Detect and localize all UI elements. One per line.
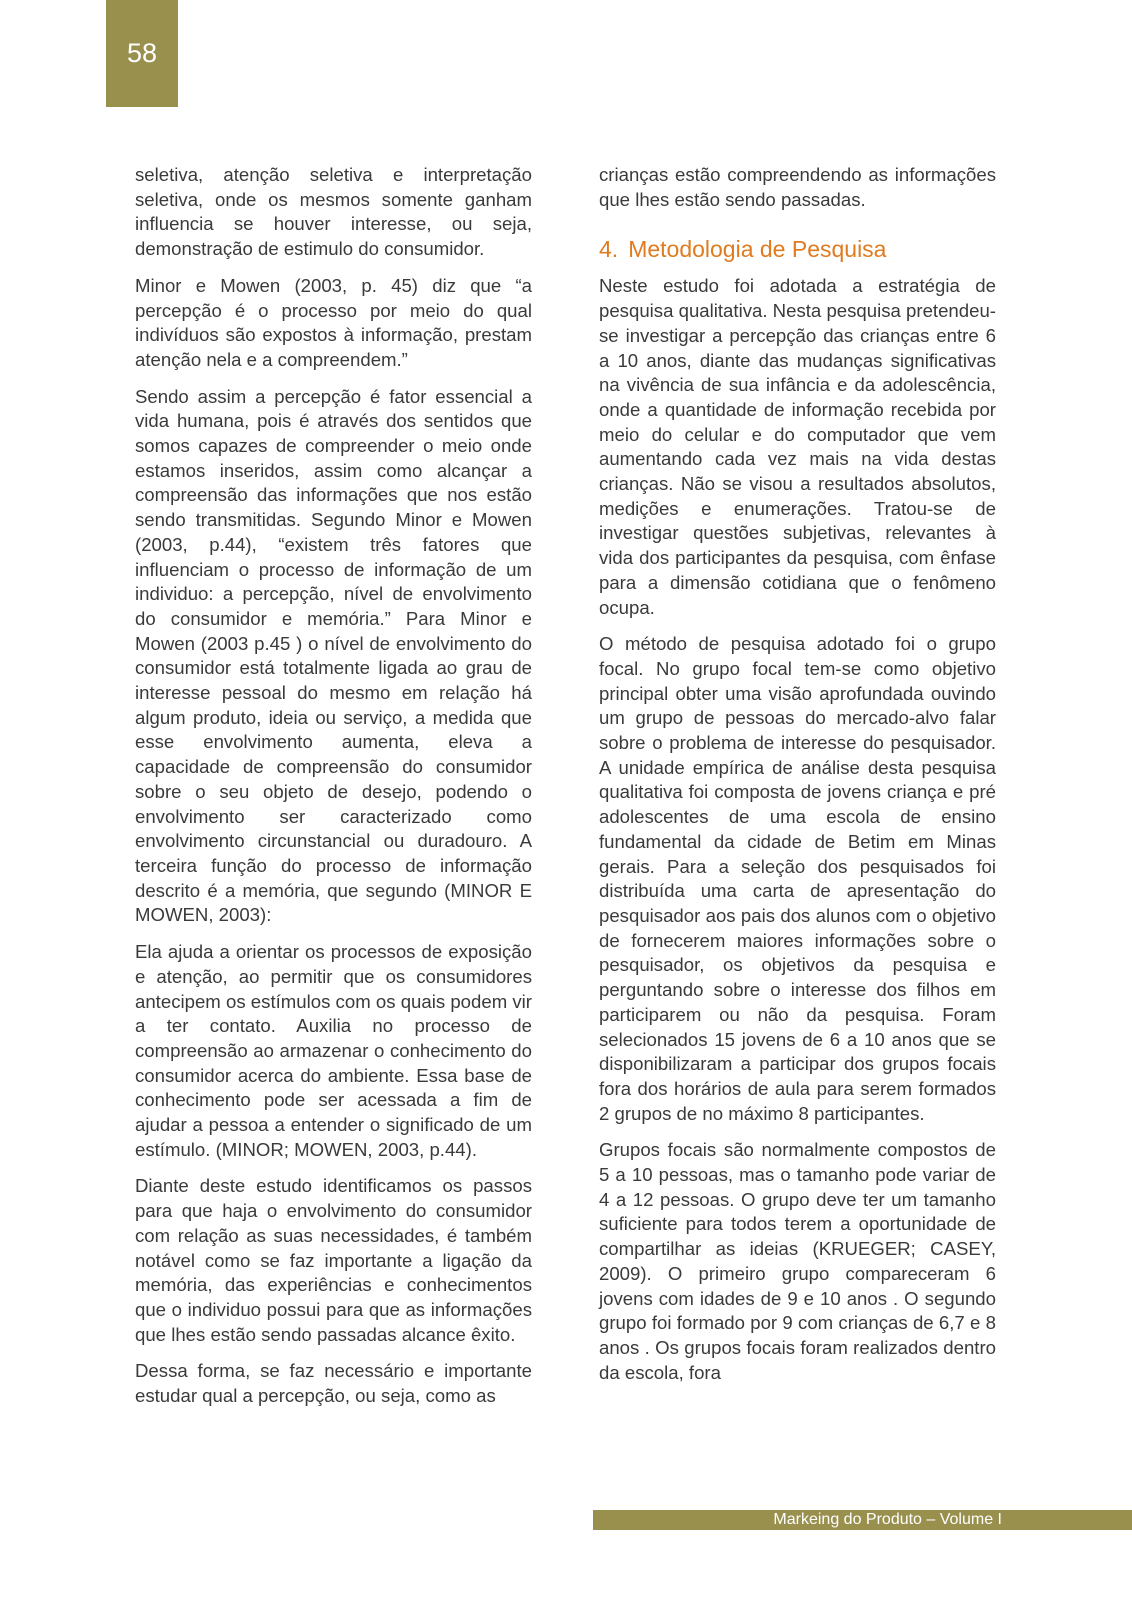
paragraph: Dessa forma, se faz necessário e importante estudar qual a percepção, ou seja, como as xyxy=(135,1360,532,1407)
right-column xyxy=(599,163,996,1397)
paragraph: Grupos focais são normalmente compostos de 5 a 10 pessoas, mas o tamanho pode variar de 4 a 12 pessoas. O grupo deve ter um tamanho suficiente para todos terem a oportunidade de compartilhar as ideias (KRUEGER; CASEY, 2009). O primeiro grupo compareceram 6 jovens com idades de 9 e 10 anos . O segundo grupo foi formado por 9 com crianças de 6,7 e 8 anos . Os grupos focais foram realizados dentro da escola, fora xyxy=(599,1139,996,1383)
paragraph: Neste estudo foi adotada a estratégia de pesquisa qualitativa. Nesta pesquisa pretendeu-se investigar a percepção das crianças entre 6 a 10 anos, diante das mudanças significativas na vivência de sua infância e da adolescência, onde a quantidade de informação recebida por meio do celular e do computador que vem aumentando cada vez mais na vida destas crianças. Não se visou a resultados absolutos, medições e enumerações. Tratou-se de investigar questões subjetivas, relevantes à vida dos participantes da pesquisa, com ênfase para a dimensão cotidiana que o fenômeno ocupa. xyxy=(599,275,996,618)
paragraph: Minor e Mowen (2003, p. 45) diz que “a percepção é o processo por meio do qual indivíduos são expostos à informação, prestam atenção nela e a compreendem.” xyxy=(135,274,532,370)
footer-bar xyxy=(593,1510,1132,1530)
left-column xyxy=(135,163,532,1421)
paragraph: Sendo assim a percepção é fator essencial a vida humana, pois é através dos sentidos que somos capazes de compreender o meio onde estamos inseridos, assim como alcançar a compreensão das informações que nos estão sendo transmitidas. Segundo Minor e Mowen (2003, p.44), “existem três fatores que influenciam o processo de informação de um individuo: a percepção, nível de envolvimento do consumidor e memória.” Para Minor e Mowen (2003 p.45 ) o nível de envolvimento do consumidor está totalmente ligada ao grau de interesse pessoal do mesmo em relação há algum produto, ideia ou serviço, a medida que esse envolvimento aumenta, eleva a capacidade de compreensão do consumidor sobre o seu objeto de desejo, podendo o envolvimento ser caracterizado como envolvimento circunstancial ou duradouro. A terceira função do processo de informação descrito é a memória, que segundo (MINOR E MOWEN, 2003): xyxy=(135,385,532,926)
page-number-tab xyxy=(106,0,178,107)
section-title: Metodologia de Pesquisa xyxy=(628,236,887,263)
paragraph: crianças estão compreendendo as informações que lhes estão sendo passadas. xyxy=(599,164,996,210)
page-number: 58 xyxy=(126,38,158,68)
paragraph: seletiva, atenção seletiva e interpretação seletiva, onde os mesmos somente ganham influencia se houver interesse, ou seja, demonstração de estimulo do consumidor. xyxy=(135,164,532,260)
section-heading xyxy=(599,234,996,264)
paragraph: O método de pesquisa adotado foi o grupo focal. No grupo focal tem-se como objetivo principal obter uma visão aprofundada ouvindo um grupo de pessoas do mercado-alvo falar sobre o problema de interesse do pesquisador. A unidade empírica de análise desta pesquisa qualitativa foi composta de jovens criança e pré adolescentes de uma escola de ensino fundamental da cidade de Betim em Minas gerais. Para a seleção dos pesquisados foi distribuída uma carta de apresentação do pesquisador aos pais dos alunos com o objetivo de fornecerem maiores informações sobre o pesquisador, os objetivos da pesquisa e perguntando sobre o interesse dos filhos em participarem ou não da pesquisa. Foram selecionados 15 jovens de 6 a 10 anos que se disponibilizaram a participar dos grupos focais fora dos horários de aula para serem formados 2 grupos de no máximo 8 participantes. xyxy=(599,633,996,1124)
block-quote: Ela ajuda a orientar os processos de exposição e atenção, ao permitir que os consumidores antecipem os estímulos com os quais podem vir a ter contato. Auxilia no processo de compreensão ao armazenar o conhecimento do consumidor acerca do ambiente. Essa base de conhecimento pode ser acessada a fim de ajudar a pessoa a entender o significado de um estímulo. (MINOR; MOWEN, 2003, p.44). xyxy=(135,941,532,1160)
section-number: 4. xyxy=(599,236,619,263)
footer-text: Markeing do Produto – Volume I xyxy=(773,1511,1002,1528)
paragraph: Diante deste estudo identificamos os passos para que haja o envolvimento do consumidor com relação as suas necessidades, é também notável como se faz importante a ligação da memória, das experiências e conhecimentos que o individuo possui para que as informações que lhes estão sendo passadas alcance êxito. xyxy=(135,1175,532,1345)
